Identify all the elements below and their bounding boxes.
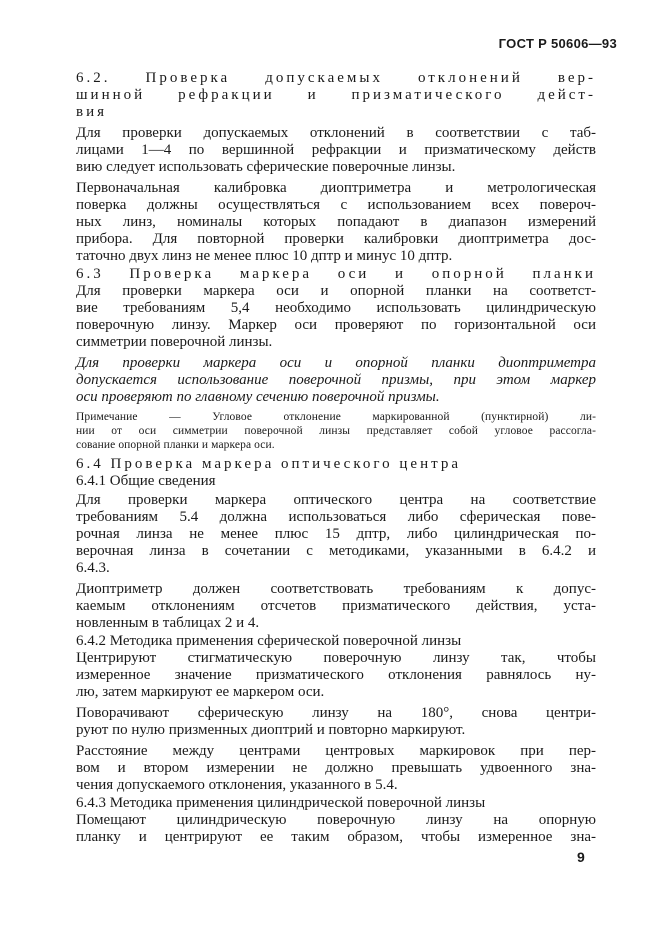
text-line: Центрируют стигматическую поверочную линзу так, чтобы (76, 650, 596, 666)
text-line: вие требованиям 5,4 необходимо использовать цилиндрическую (76, 300, 596, 316)
body-text (76, 70, 596, 846)
paragraph (76, 581, 596, 632)
text-line: нии от оси симметрии поверочной линзы представляет собой угловое рассогла- (76, 425, 596, 437)
paragraph (76, 125, 596, 176)
text-line: вию следует использовать сферические поверочные линзы. (76, 159, 456, 175)
text-line: ных линз, номиналы которых попадают в диапазон измерений (76, 214, 596, 230)
text-line: лицами 1—4 по вершинной рефракции и призматическому действ (76, 142, 596, 158)
text-line: Диоптриметр должен соответствовать требованиям к допус- (76, 581, 596, 597)
text-line: Помещают цилиндрическую поверочную линзу на опорную (76, 812, 596, 828)
text-line: Для проверки маркера оси и опорной планки на соответст- (76, 283, 596, 299)
text-line: Примечание — Угловое отклонение маркированной (пунктирной) ли- (76, 411, 596, 423)
paragraph (76, 743, 596, 794)
section-6-4-2-heading (76, 633, 596, 650)
standard-header: ГОСТ Р 50606—93 (498, 36, 617, 51)
text-line: рочная линза не менее плюс 15 дптр, либо цилиндрическая по- (76, 526, 596, 542)
paragraph (76, 180, 596, 265)
text-line: планку и центрируют ее таким образом, чтобы измеренное зна- (76, 829, 596, 845)
text-line: допускается использование поверочной призмы, при этом маркер (76, 372, 596, 388)
section-6-4-1-heading (76, 473, 596, 490)
note (76, 410, 596, 452)
text-line: новленным в таблицах 2 и 4. (76, 615, 260, 631)
text-line: Расстояние между центрами центровых маркировок при пер- (76, 743, 596, 759)
text-line: Для проверки маркера оси и опорной планки диоптриметра (76, 355, 596, 371)
text-line: Поворачивают сферическую линзу на 180°, снова центри- (76, 705, 596, 721)
text-line: поверка должны осуществляться с использованием всех повероч- (76, 197, 596, 213)
text-line: 6.4.3. (76, 560, 110, 576)
section-6-3-heading (76, 266, 596, 283)
paragraph-italic (76, 355, 596, 406)
text-line: оси проверяют по главному сечению поверочной призмы. (76, 389, 440, 405)
text-line: сование опорной планки и маркера оси. (76, 439, 275, 451)
paragraph (76, 812, 596, 846)
text-line: 6.4 Проверка маркера оптического центра (76, 456, 461, 472)
text-line: Для проверки допускаемых отклонений в соответствии с таб- (76, 125, 596, 141)
page-number: 9 (577, 849, 585, 865)
text-line: Первоначальная калибровка диоптриметра и метрологическая (76, 180, 596, 196)
paragraph (76, 492, 596, 577)
text-line: измеренное значение призматического отклонения равнялось ну- (76, 667, 596, 683)
section-6-4-3-heading (76, 795, 596, 812)
section-6-4-heading (76, 456, 596, 473)
text-line: 6.4.3 Методика применения цилиндрической поверочной линзы (76, 795, 486, 811)
text-line: чения допускаемого отклонения, указанного в 5.4. (76, 777, 398, 793)
paragraph (76, 705, 596, 739)
section-6-2-heading (76, 70, 596, 121)
text-line: прибора. Для повторной проверки калибровки диоптриметра дос- (76, 231, 596, 247)
text-line: лю, затем маркируют ее маркером оси. (76, 684, 325, 700)
text-line: 6.3 Проверка маркера оси и опорной планки (76, 266, 596, 282)
text-line: 6.4.1 Общие сведения (76, 473, 216, 489)
text-line: верочная линза в сочетании с методиками, указанными в 6.4.2 и (76, 543, 596, 559)
paragraph (76, 650, 596, 701)
text-line: поверочную линзу. Маркер оси проверяют по горизонтальной оси (76, 317, 596, 333)
paragraph (76, 283, 596, 351)
text-line: 6.2. Проверка допускаемых отклонений вер- (76, 70, 596, 86)
text-line: руют по нулю призменных диоптрий и повторно маркируют. (76, 722, 466, 738)
text-line: требованиям 5.4 должна использоваться либо сферическая пове- (76, 509, 596, 525)
text-line: каемым отклонениям отсчетов призматического действия, уста- (76, 598, 596, 614)
text-line: таточно двух линз не менее плюс 10 дптр и минус 10 дптр. (76, 248, 453, 264)
text-line: вия (76, 104, 108, 120)
text-line: Для проверки маркера оптического центра на соответствие (76, 492, 596, 508)
text-line: 6.4.2 Методика применения сферической поверочной линзы (76, 633, 462, 649)
text-line: шинной рефракции и призматического дейст- (76, 87, 596, 103)
text-line: симметрии поверочной линзы. (76, 334, 273, 350)
text-line: вом и втором измерении не должно превышать удвоенного зна- (76, 760, 596, 776)
